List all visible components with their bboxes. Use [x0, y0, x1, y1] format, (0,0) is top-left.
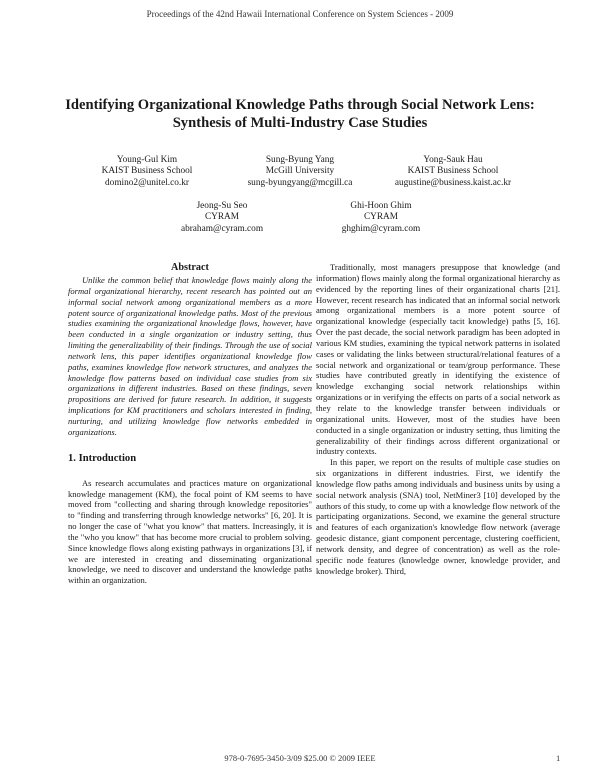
paper-title: [40, 96, 560, 132]
author-email: abraham@cyram.com: [180, 223, 264, 234]
author-affiliation: McGill University: [265, 166, 335, 177]
author-email: ghghim@cyram.com: [341, 223, 421, 234]
right-column: [316, 262, 560, 576]
author-name: Young-Gul Kim: [116, 155, 178, 165]
author-name: Ghi-Hoon Ghim: [350, 201, 412, 211]
author-affiliation: CYRAM: [204, 212, 240, 223]
author-name: Jeong-Su Seo: [196, 201, 248, 211]
author-4: [137, 201, 307, 235]
abstract-heading: Abstract: [171, 262, 209, 273]
title-line-1: Identifying Organizational Knowledge Paths through Social Network Lens:: [65, 97, 535, 113]
author-3: [368, 155, 538, 189]
title-line-2: Synthesis of Multi-Industry Case Studies: [172, 115, 428, 131]
author-5: [296, 201, 466, 235]
author-affiliation: KAIST Business School: [407, 166, 499, 177]
introduction-paragraph: As research accumulates and practices mature on organizational knowledge management (KM), the focal point of KM seems to have moved from "collecting and sharing through knowledge repositories" to "finding and transferring through knowledge networks" [6, 20]. It is no longer the case of "what you know" that matters. Increasingly, it is the "who you know" that has become more crucial to problem solving. Since knowledge flows along existing pathways in organizations [3], if we are interested in creating and disseminating organizational knowledge, we need to discover and understand the knowledge paths within an organization.: [68, 477, 312, 586]
abstract-text: Unlike the common belief that knowledge flows mainly along the formal organizational hierarchy, recent research has pointed out an informal social network among organizational members as a more potent source of organizational knowledge paths. Most of the previous studies examining the organizational knowledge flows, however, have been conducted in a single organization or industry setting, thus limiting the generalizability of their findings. Through the use of social network lens, this paper identifies organizational knowledge flow paths, examines knowledge flow network structures, and analyzes the knowledge flow patterns based on individual case studies from six organizations in different industries. Based on these findings, seven propositions are derived for future research. In addition, it suggests implications for KM practitioners and scholars interested in finding, nurturing, and utilizing knowledge flow networks embedded in organizations.: [68, 275, 312, 437]
body-paragraph-1: Traditionally, most managers presuppose that knowledge (and information) flows mainly along the formal organizational hierarchy as evidenced by the reporting lines of their organizational charts [21]. However, recent research has indicated that an informal social network among organizational members is a more potent source of organizational knowledge (especially tacit knowledge) paths [5, 16]. Over the past decade, the social network paradigm has been adopted in various KM studies, examining the typical network patterns in isolated cases or validating the links between structural/relational features of a social network and organizational or team/group performance. These studies have contributed greatly in identifying the existence of knowledge exchanging social network relationships within organizations or in verifying the effects on parts of a social network as they relate to the knowledge transfer between individuals or organizational units. However, most of the studies have been conducted in a single organization or industry setting, thus limiting the generalizability of their findings across different organizational or industry contexts.: [316, 262, 560, 457]
author-affiliation: KAIST Business School: [101, 166, 193, 177]
author-name: Sung-Byung Yang: [265, 155, 335, 165]
body-paragraph-2: In this paper, we report on the results of multiple case studies on six organizations in different industries. First, we identify the knowledge flow paths among individuals and business units by using a social network analysis (SNA) tool, NetMiner3 [10] developed by the authors of this study, to come up with a knowledge flow network of the participating organizations. Second, we examine the general structure and features of each organization's knowledge flow network (average geodesic distance, giant component percentage, clustering coefficient, network density, and degree of concentration) as well as the role-specific node features (knowledge owner, knowledge provider, and knowledge broker). Third,: [316, 457, 560, 576]
author-email: domino2@unitel.co.kr: [105, 177, 189, 188]
section-heading-introduction: 1. Introduction: [68, 452, 137, 464]
author-affiliation: CYRAM: [363, 212, 399, 223]
author-name: Yong-Sauk Hau: [423, 155, 483, 165]
copyright-footer: 978-0-7695-3450-3/09 $25.00 © 2009 IEEE: [224, 753, 376, 763]
running-head: Proceedings of the 42nd Hawaii International Conference on System Sciences - 2009: [146, 9, 454, 19]
author-email: sung-byungyang@mcgill.ca: [247, 177, 353, 188]
left-column: [68, 262, 312, 586]
author-email: augustine@business.kaist.ac.kr: [394, 177, 512, 188]
page-number: 1: [556, 753, 561, 763]
author-2: [215, 155, 385, 189]
author-1: [62, 155, 232, 189]
